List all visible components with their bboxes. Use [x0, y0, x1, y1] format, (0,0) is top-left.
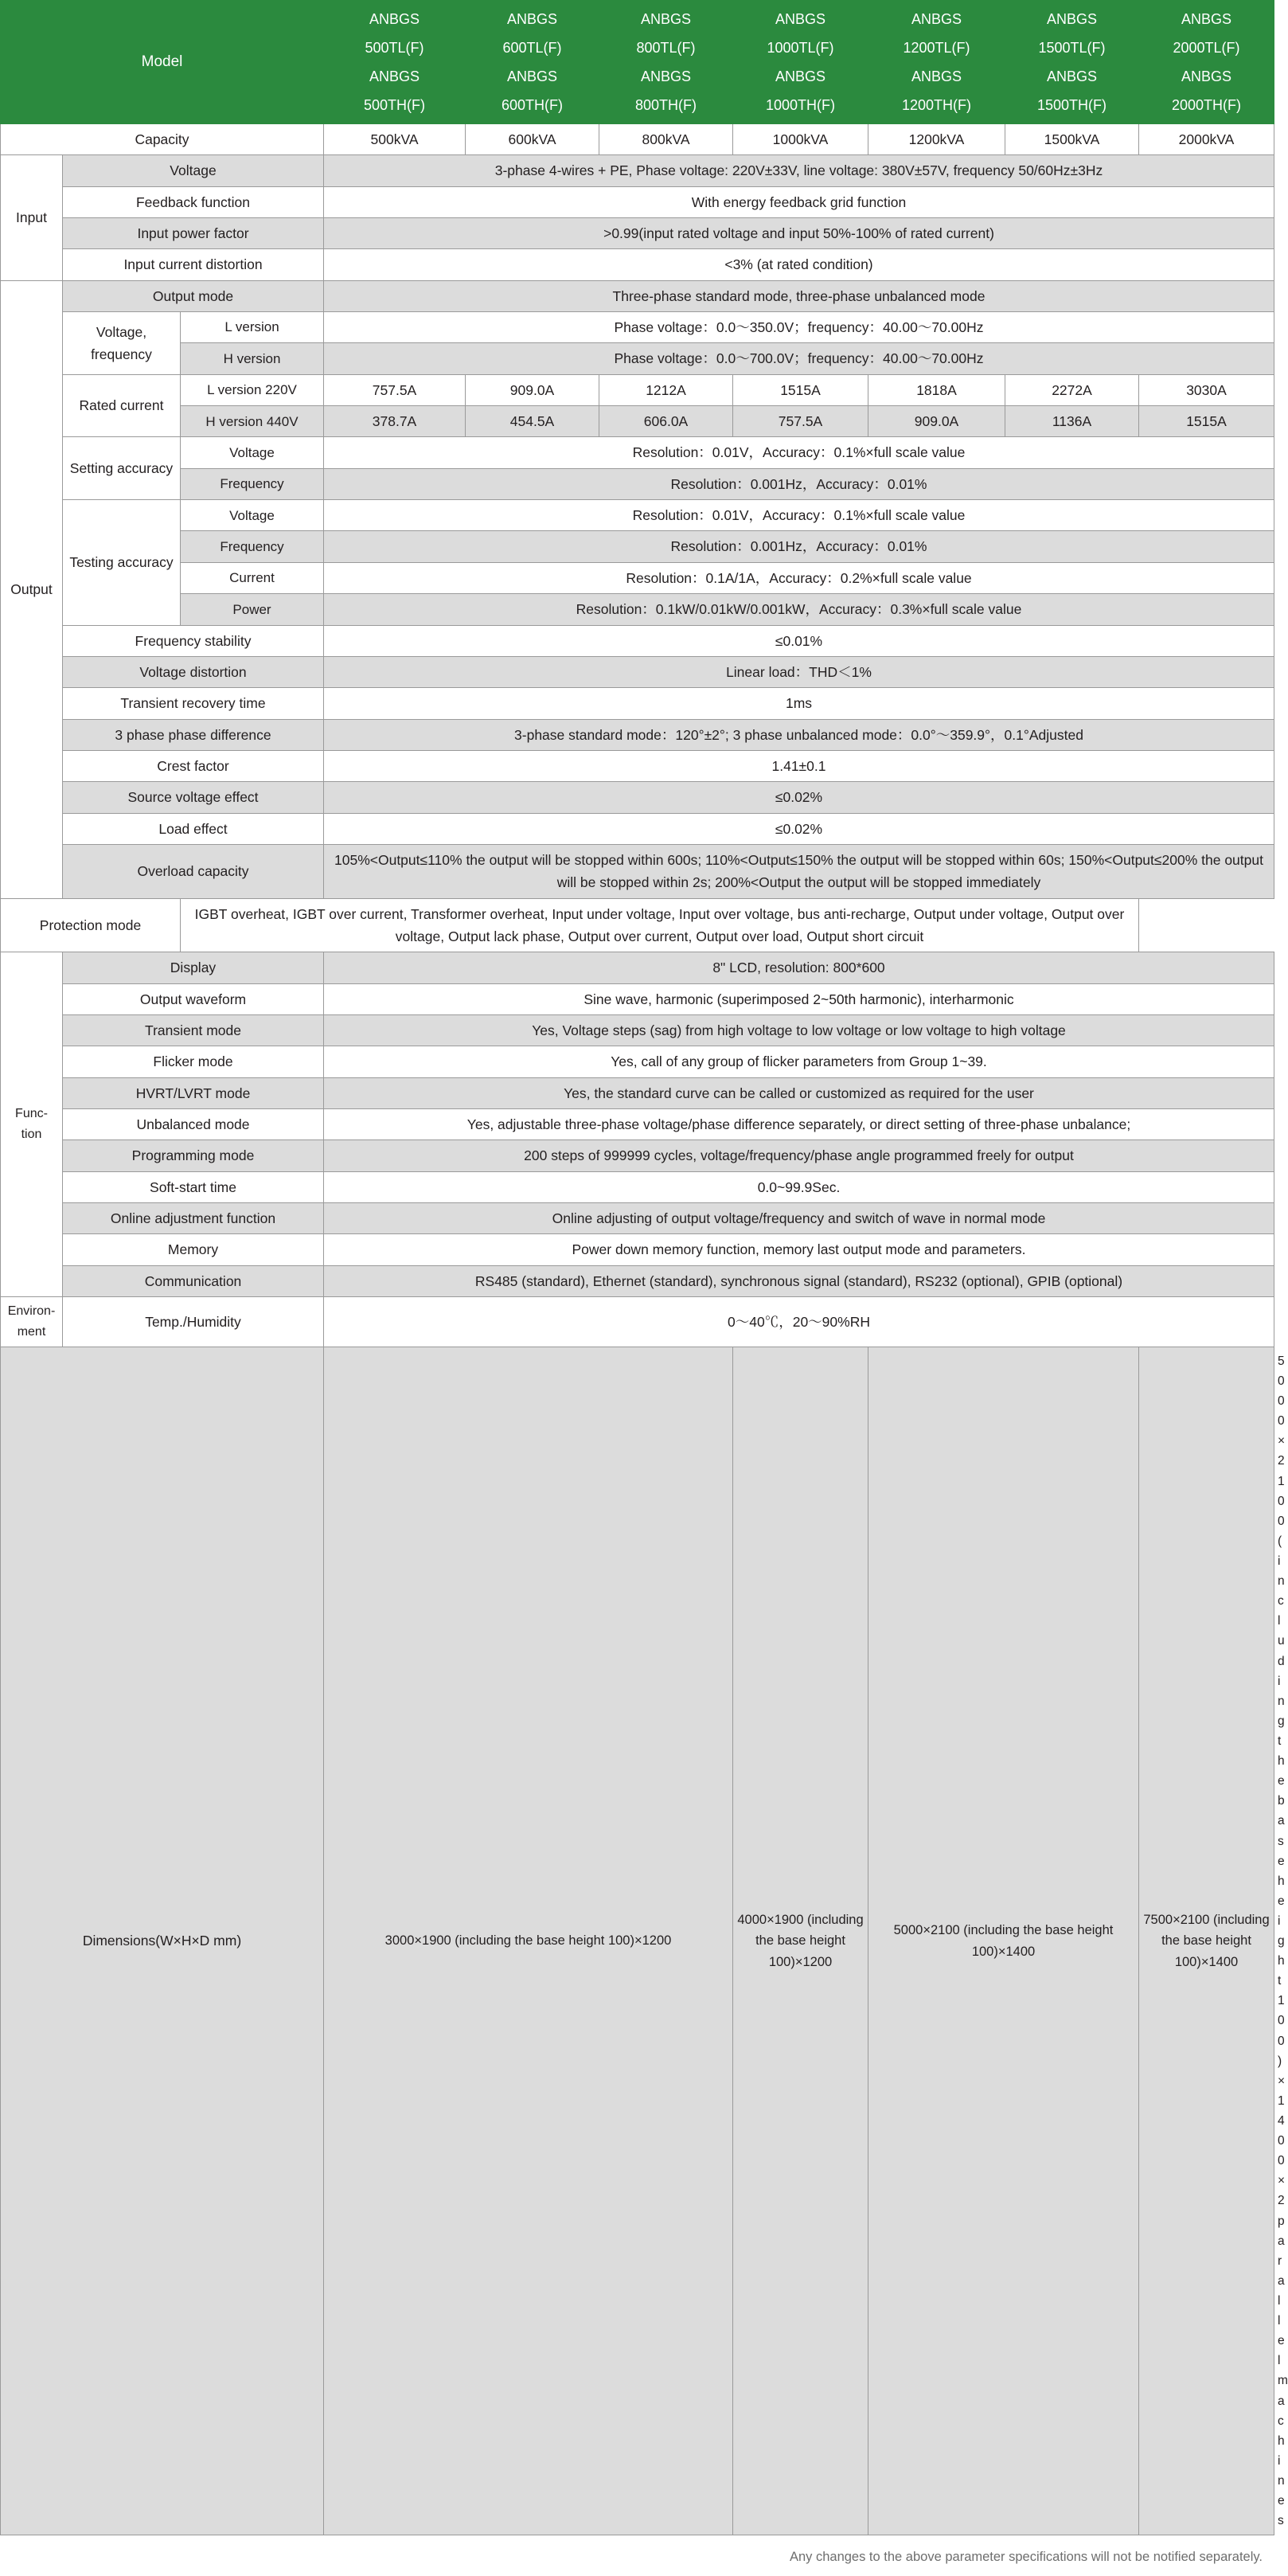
table-row-input-feedback	[1, 186, 1274, 217]
dim-line: the base height	[755, 1933, 845, 1949]
l-version-value: Phase voltage：0.0～350.0V；frequency：40.00～70.00Hz	[324, 312, 1274, 343]
table-row-output-mode	[1, 280, 1274, 311]
table-row-temp-humidity	[1, 1297, 1274, 1347]
model-brand-line-2: ANBGS	[506, 68, 558, 84]
model-tl-line: 1200TL(F)	[903, 40, 970, 56]
table-row-overload-capacity	[1, 844, 1274, 898]
dim-line: the base height	[1161, 1933, 1251, 1949]
table-row-online-adjustment	[1, 1203, 1274, 1234]
table-row-voltage-frequency-h	[1, 343, 1274, 374]
dimensions-cell-1	[733, 1347, 868, 2535]
input-power-factor-value: >0.99(input rated voltage and input 50%-100% of rated current)	[324, 218, 1274, 249]
function-value-3: Yes, call of any group of flicker parameters from Group 1~39.	[324, 1046, 1274, 1077]
table-row-setting-accuracy-frequency	[1, 468, 1274, 499]
table-row-testing-accuracy-frequency	[1, 531, 1274, 562]
voltage-distortion-label: Voltage distortion	[63, 656, 324, 687]
rated-current-l-value-1: 909.0A	[466, 374, 599, 405]
capacity-value-3: 1000kVA	[733, 124, 868, 155]
dimensions-cell-3	[1139, 1347, 1274, 2535]
load-effect-value: ≤0.02%	[324, 813, 1274, 844]
transient-recovery-value: 1ms	[324, 688, 1274, 719]
h-version-value: Phase voltage：0.0～700.0V；frequency：40.00～70.00Hz	[324, 343, 1274, 374]
input-voltage-value: 3-phase 4-wires + PE, Phase voltage: 220V±33V, line voltage: 380V±57V, frequency 50/60Hz±3Hz	[324, 155, 1274, 186]
protection-line-2: Output under voltage, Output over voltage, Output lack phase, Output over current, Output over load, Output short circuit	[395, 905, 1125, 944]
environment-label-line1: Environ-	[7, 1304, 56, 1319]
table-row-input-distortion	[1, 249, 1274, 280]
dim-line: (including	[807, 1912, 864, 1927]
phase-difference-value: 3-phase standard mode：120°±2°; 3 phase unbalanced mode：0.0°～359.9°，0.1°Adjusted	[324, 719, 1274, 750]
dim-line: 100)×1200	[768, 1954, 833, 1969]
model-tl-line: 800TL(F)	[636, 40, 696, 56]
dimensions-cell-2	[868, 1347, 1139, 2535]
rated-current-h-value-6: 1515A	[1139, 406, 1274, 437]
protection-mode-value	[181, 898, 1139, 952]
model-brand-line: ANBGS	[506, 11, 558, 27]
rated-current-l-value-2: 1212A	[599, 374, 733, 405]
function-label-6: Programming mode	[63, 1140, 324, 1171]
table-row-testing-accuracy-voltage	[1, 500, 1274, 531]
testing-accuracy-label-line2: accuracy	[117, 554, 174, 571]
table-row-flicker-mode	[1, 1046, 1274, 1077]
testing-power-label: Power	[181, 594, 324, 625]
capacity-value-1: 600kVA	[466, 124, 599, 155]
table-row-dimensions	[1, 1347, 1274, 2535]
model-brand-line-2: ANBGS	[1181, 68, 1232, 84]
crest-factor-label: Crest factor	[63, 750, 324, 781]
dim-line: 100)×1400×	[1278, 1994, 1286, 2188]
dim-line: (including the	[963, 1922, 1042, 1937]
testing-power-value: Resolution：0.1kW/0.01kW/0.001kW，Accuracy：0.3%×full scale value	[324, 594, 1274, 625]
load-effect-label: Load effect	[63, 813, 324, 844]
table-row-communication	[1, 1265, 1274, 1296]
rated-current-h-value-5: 1136A	[1005, 406, 1139, 437]
function-label-2: Transient mode	[63, 1014, 324, 1046]
capacity-value-0: 500kVA	[324, 124, 466, 155]
table-row-voltage-distortion	[1, 656, 1274, 687]
table-row-transient-recovery	[1, 688, 1274, 719]
section-label-input: Input	[1, 155, 63, 280]
model-th-line: 1000TH(F)	[765, 97, 836, 113]
table-row-memory	[1, 1234, 1274, 1265]
testing-current-label: Current	[181, 562, 324, 593]
h-version-label: H version	[181, 343, 324, 374]
model-column-2	[599, 1, 733, 124]
testing-current-value: Resolution：0.1A/1A，Accuracy：0.2%×full scale value	[324, 562, 1274, 593]
function-label-10: Communication	[63, 1265, 324, 1296]
rated-current-label-line1: Rated	[79, 397, 117, 414]
table-row-rated-current-h	[1, 406, 1274, 437]
model-brand-line: ANBGS	[775, 11, 826, 27]
rated-current-l-label: L version 220V	[181, 374, 324, 405]
rated-current-h-value-1: 454.5A	[466, 406, 599, 437]
testing-frequency-value: Resolution：0.001Hz，Accuracy：0.01%	[324, 531, 1274, 562]
voltage-frequency-label	[63, 312, 181, 375]
function-label-0: Display	[63, 952, 324, 983]
function-label-4: HVRT/LVRT mode	[63, 1077, 324, 1108]
dim-line: machines	[1278, 2374, 1288, 2528]
overload-capacity-label: Overload capacity	[63, 844, 324, 898]
input-voltage-label: Voltage	[63, 155, 324, 186]
function-value-2: Yes, Voltage steps (sag) from high voltage to low voltage or low voltage to high voltage	[324, 1014, 1274, 1046]
model-brand-line: ANBGS	[1046, 11, 1098, 27]
capacity-label: Capacity	[1, 124, 324, 155]
table-row-output-waveform	[1, 983, 1274, 1014]
model-th-line: 800TH(F)	[634, 97, 697, 113]
rated-current-l-value-0: 757.5A	[324, 374, 466, 405]
model-th-line: 1200TH(F)	[901, 97, 972, 113]
function-label-7: Soft-start time	[63, 1171, 324, 1202]
setting-accuracy-label-line1: Setting	[69, 460, 114, 477]
testing-voltage-value: Resolution：0.01V，Accuracy：0.1%×full scale value	[324, 500, 1274, 531]
model-brand-line-2: ANBGS	[640, 68, 692, 84]
rated-current-h-value-3: 757.5A	[733, 406, 868, 437]
footer-note: Any changes to the above parameter specifications will not be notified separately.	[789, 2550, 1263, 2565]
model-tl-line: 500TL(F)	[365, 40, 424, 56]
model-tl-line: 1500TL(F)	[1038, 40, 1106, 56]
table-row-hvrt-lvrt-mode	[1, 1077, 1274, 1108]
rated-current-l-value-5: 2272A	[1005, 374, 1139, 405]
capacity-value-5: 1500kVA	[1005, 124, 1139, 155]
dim-line: base height 100)×1400	[971, 1922, 1114, 1959]
phase-difference-label: 3 phase phase difference	[63, 719, 324, 750]
model-brand-line-2: ANBGS	[775, 68, 826, 84]
rated-current-h-value-4: 909.0A	[868, 406, 1005, 437]
protection-line-1: IGBT overheat, IGBT over current, Transformer overheat, Input under voltage, Input over voltage, bus anti-recharge,	[194, 905, 910, 922]
function-label-5: Unbalanced mode	[63, 1109, 324, 1140]
rated-current-label	[63, 374, 181, 437]
setting-frequency-label: Frequency	[181, 468, 324, 499]
dimensions-cell-0	[324, 1347, 733, 2535]
setting-frequency-value: Resolution：0.001Hz，Accuracy：0.01%	[324, 468, 1274, 499]
function-label-line1: Func-	[15, 1107, 48, 1121]
rated-current-l-value-4: 1818A	[868, 374, 1005, 405]
function-label-9: Memory	[63, 1234, 324, 1265]
input-feedback-value: With energy feedback grid function	[324, 186, 1274, 217]
source-voltage-effect-label: Source voltage effect	[63, 782, 324, 813]
table-row-frequency-stability	[1, 625, 1274, 656]
transient-recovery-label: Transient recovery time	[63, 688, 324, 719]
setting-voltage-label: Voltage	[181, 437, 324, 468]
voltage-frequency-label-line2: frequency	[91, 346, 152, 362]
table-row-rated-current-l	[1, 374, 1274, 405]
input-distortion-label: Input current distortion	[63, 249, 324, 280]
dim-line: 2 parallel	[1278, 2194, 1285, 2368]
table-row-voltage-frequency-l	[1, 312, 1274, 343]
overload-line-2: 150%<Output≤200% the output will be stopped within 2s; 200%<Output the output will be stopped immediately	[556, 851, 1263, 891]
table-row-display	[1, 952, 1274, 983]
frequency-stability-label: Frequency stability	[63, 625, 324, 656]
rated-current-h-value-0: 378.7A	[324, 406, 466, 437]
capacity-value-6: 2000kVA	[1139, 124, 1274, 155]
function-label-1: Output waveform	[63, 983, 324, 1014]
function-label-8: Online adjustment function	[63, 1203, 324, 1234]
function-value-0: 8" LCD, resolution: 800*600	[324, 952, 1274, 983]
testing-accuracy-label	[63, 500, 181, 625]
function-value-1: Sine wave, harmonic (superimposed 2~50th harmonic), interharmonic	[324, 983, 1274, 1014]
function-value-5: Yes, adjustable three-phase voltage/phase difference separately, or direct setting of three-phase unbalance;	[324, 1109, 1274, 1140]
dim-line: 4000×1900	[737, 1912, 804, 1927]
dim-line: 5000×2100	[1278, 1354, 1286, 1528]
model-tl-line: 2000TL(F)	[1173, 40, 1240, 56]
table-row-phase-difference	[1, 719, 1274, 750]
dim-line: 100)×1400	[1174, 1954, 1239, 1969]
table-row-source-voltage-effect	[1, 782, 1274, 813]
function-value-4: Yes, the standard curve can be called or customized as required for the user	[324, 1077, 1274, 1108]
function-value-8: Online adjusting of output voltage/frequency and switch of wave in normal mode	[324, 1203, 1274, 1234]
table-row-input-voltage	[1, 155, 1274, 186]
model-brand-line: ANBGS	[911, 11, 962, 27]
dimensions-label: Dimensions(W×H×D mm)	[1, 1347, 324, 2535]
table-row-capacity	[1, 124, 1274, 155]
table-row-load-effect	[1, 813, 1274, 844]
table-row-soft-start-time	[1, 1171, 1274, 1202]
protection-mode-label: Protection mode	[1, 898, 181, 952]
rated-current-h-label: H version 440V	[181, 406, 324, 437]
temp-humidity-label: Temp./Humidity	[63, 1297, 324, 1347]
table-header-row	[1, 1, 1274, 124]
model-brand-line-2: ANBGS	[1046, 68, 1098, 84]
output-mode-value: Three-phase standard mode, three-phase unbalanced mode	[324, 280, 1274, 311]
testing-voltage-label: Voltage	[181, 500, 324, 531]
function-value-7: 0.0~99.9Sec.	[324, 1171, 1274, 1202]
function-value-9: Power down memory function, memory last output mode and parameters.	[324, 1234, 1274, 1265]
model-column-5	[1005, 1, 1139, 124]
dim-line: (including	[1278, 1534, 1285, 1728]
model-brand-line: ANBGS	[369, 11, 420, 27]
environment-label-line2: ment	[17, 1324, 46, 1339]
capacity-value-2: 800kVA	[599, 124, 733, 155]
model-column-4	[868, 1, 1005, 124]
input-feedback-label: Feedback function	[63, 186, 324, 217]
model-brand-line-2: ANBGS	[911, 68, 962, 84]
table-row-testing-accuracy-current	[1, 562, 1274, 593]
function-value-6: 200 steps of 999999 cycles, voltage/frequency/phase angle programmed freely for output	[324, 1140, 1274, 1171]
section-label-function	[1, 952, 63, 1297]
testing-frequency-label: Frequency	[181, 531, 324, 562]
section-label-output: Output	[1, 280, 63, 898]
model-brand-line: ANBGS	[640, 11, 692, 27]
dim-line: 7500×2100	[1143, 1912, 1210, 1927]
table-row-setting-accuracy-voltage	[1, 437, 1274, 468]
model-tl-line: 1000TL(F)	[767, 40, 834, 56]
rated-current-l-value-3: 1515A	[733, 374, 868, 405]
voltage-frequency-label-line1: Voltage,	[96, 323, 147, 340]
function-label-3: Flicker mode	[63, 1046, 324, 1077]
model-header-cell: Model	[1, 1, 324, 124]
rated-current-h-value-2: 606.0A	[599, 406, 733, 437]
function-label-line2: tion	[21, 1128, 42, 1142]
rated-current-l-value-6: 3030A	[1139, 374, 1274, 405]
table-row-testing-accuracy-power	[1, 594, 1274, 625]
testing-accuracy-label-line1: Testing	[69, 554, 114, 571]
table-row-programming-mode	[1, 1140, 1274, 1171]
dim-line: the base height 100)×1200	[514, 1933, 672, 1949]
output-mode-label: Output mode	[63, 280, 324, 311]
model-column-3	[733, 1, 868, 124]
dim-line: 5000×2100	[893, 1922, 960, 1937]
source-voltage-effect-value: ≤0.02%	[324, 782, 1274, 813]
model-th-line: 500TH(F)	[363, 97, 425, 113]
section-label-environment	[1, 1297, 63, 1347]
function-value-10: RS485 (standard), Ethernet (standard), synchronous signal (standard), RS232 (optional), GPIB (optional)	[324, 1265, 1274, 1296]
overload-line-1: 105%<Output≤110% the output will be stopped within 600s; 110%<Output≤150% the output will be stopped within 60s;	[334, 851, 1065, 868]
setting-accuracy-label-line2: accuracy	[117, 460, 174, 477]
overload-capacity-value	[324, 844, 1274, 898]
table-row-crest-factor	[1, 750, 1274, 781]
frequency-stability-value: ≤0.01%	[324, 625, 1274, 656]
model-brand-line-2: ANBGS	[369, 68, 420, 84]
setting-accuracy-label	[63, 437, 181, 500]
model-th-line: 2000TH(F)	[1171, 97, 1242, 113]
voltage-distortion-value: Linear load：THD＜1%	[324, 656, 1274, 687]
model-column-1	[466, 1, 599, 124]
input-distortion-value: <3% (at rated condition)	[324, 249, 1274, 280]
dim-line: 3000×1900 (including	[384, 1933, 511, 1949]
model-tl-line: 600TL(F)	[502, 40, 562, 56]
capacity-value-4: 1200kVA	[868, 124, 1005, 155]
table-row-protection-mode	[1, 898, 1274, 952]
table-row-input-power-factor	[1, 218, 1274, 249]
input-power-factor-label: Input power factor	[63, 218, 324, 249]
dim-line: (including	[1213, 1912, 1270, 1927]
table-row-unbalanced-mode	[1, 1109, 1274, 1140]
temp-humidity-value: 0～40℃，20～90%RH	[324, 1297, 1274, 1347]
model-th-line: 600TH(F)	[501, 97, 563, 113]
model-brand-line: ANBGS	[1181, 11, 1232, 27]
dim-line: the base height	[1278, 1734, 1285, 1988]
model-column-0	[324, 1, 466, 124]
table-row-transient-mode	[1, 1014, 1274, 1046]
setting-voltage-value: Resolution：0.01V，Accuracy：0.1%×full scale value	[324, 437, 1274, 468]
model-column-6	[1139, 1, 1274, 124]
crest-factor-value: 1.41±0.1	[324, 750, 1274, 781]
model-th-line: 1500TH(F)	[1036, 97, 1107, 113]
rated-current-label-line2: current	[120, 397, 164, 414]
l-version-label: L version	[181, 312, 324, 343]
